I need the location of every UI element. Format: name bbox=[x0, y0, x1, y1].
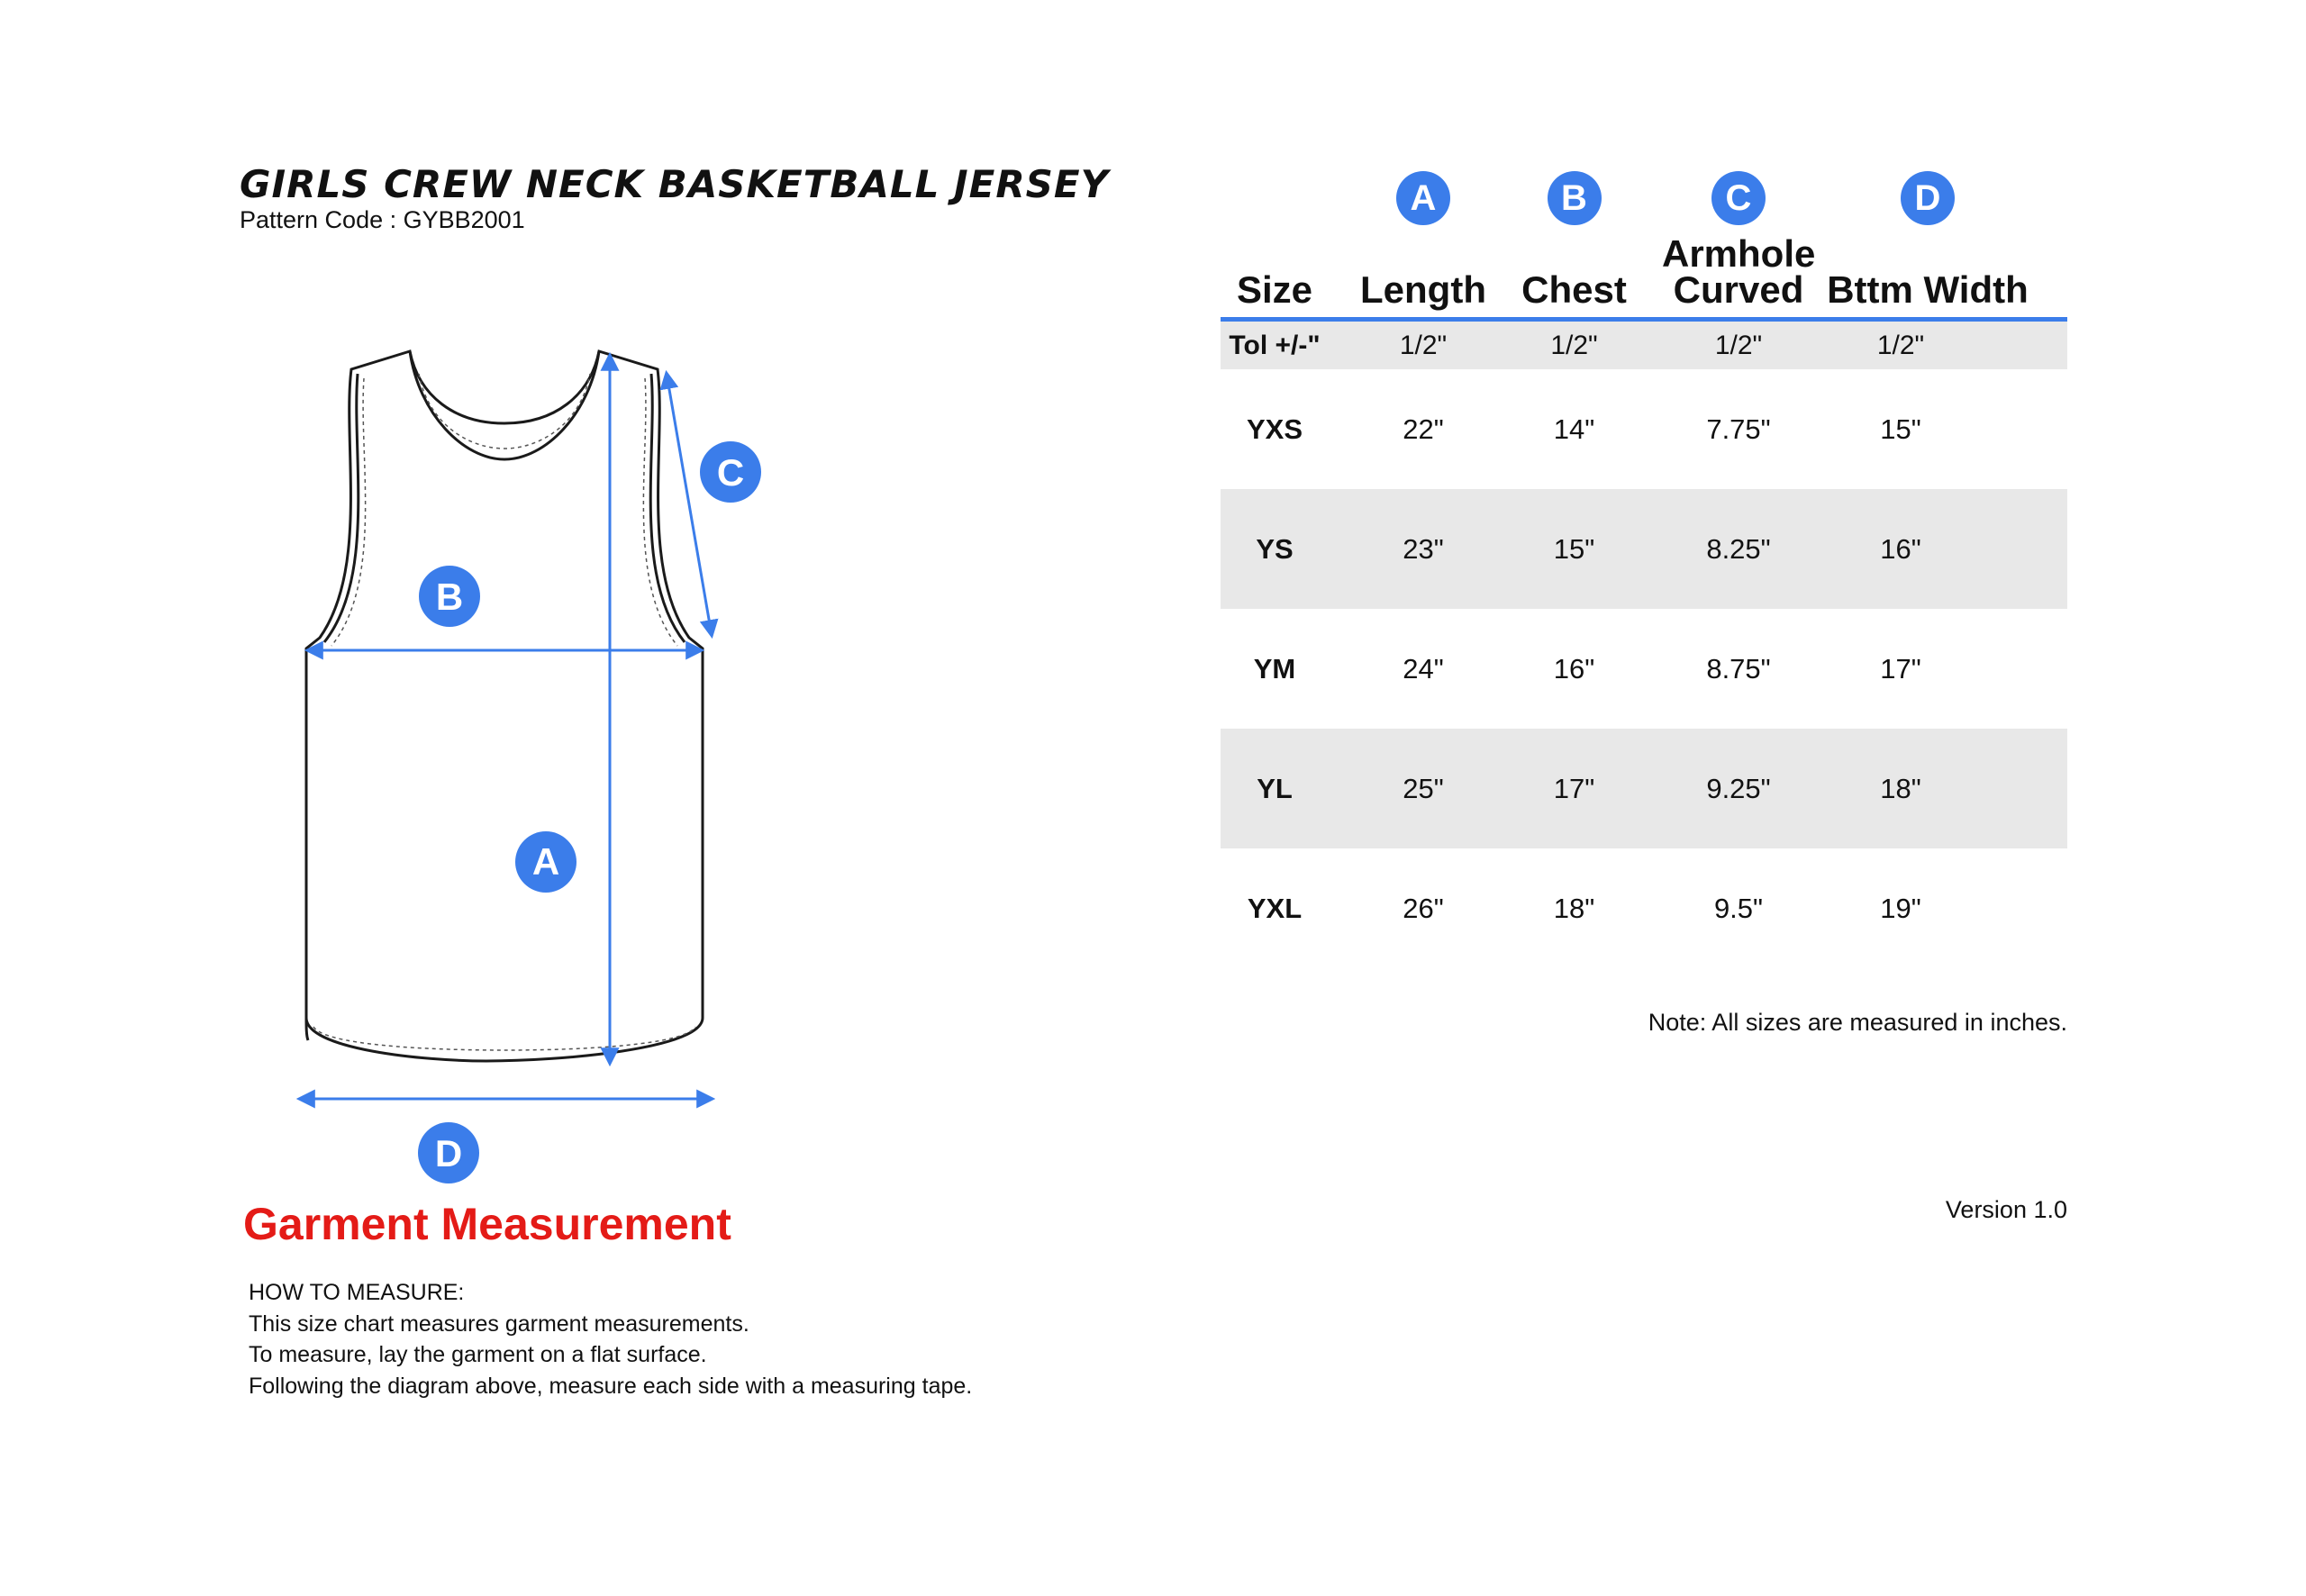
table-cell: 16" bbox=[1553, 652, 1595, 685]
table-cell: 19" bbox=[1880, 892, 1921, 924]
instruction-line: This size chart measures garment measurements. bbox=[249, 1310, 749, 1337]
size-label: YS bbox=[1256, 532, 1294, 565]
label-b: B bbox=[435, 576, 464, 618]
jersey-diagram bbox=[270, 333, 811, 1198]
table-cell: 16" bbox=[1880, 532, 1921, 565]
table-cell: 1/2" bbox=[1399, 330, 1448, 360]
how-to-measure-title: HOW TO MEASURE: bbox=[249, 1280, 465, 1305]
label-c: C bbox=[716, 451, 745, 494]
armhole-measure-line bbox=[667, 374, 712, 635]
tolerance-label: Tol +/-" bbox=[1229, 330, 1321, 360]
instruction-line: To measure, lay the garment on a flat surface. bbox=[249, 1342, 707, 1367]
table-cell: 17" bbox=[1880, 652, 1921, 685]
version-label: Version 1.0 bbox=[1945, 1196, 2067, 1223]
column-header-bottom-width bbox=[1824, 162, 2031, 317]
column-header-chest bbox=[1513, 162, 1635, 317]
badge-b: B bbox=[1548, 171, 1602, 225]
label-a-marker bbox=[515, 831, 576, 893]
badge-d: D bbox=[1901, 171, 1955, 225]
table-cell: 7.75" bbox=[1706, 413, 1771, 445]
how-to-measure bbox=[249, 1277, 972, 1401]
page-title: GIRLS CREW NECK BASKETBALL JERSEY bbox=[240, 162, 1110, 206]
table-cell: 24" bbox=[1403, 652, 1444, 685]
table-cell: 1/2" bbox=[1550, 330, 1598, 360]
table-header bbox=[1221, 162, 2067, 317]
pattern-code: Pattern Code : GYBB2001 bbox=[240, 206, 525, 233]
table-cell: 23" bbox=[1403, 532, 1444, 565]
table-cell: 18" bbox=[1880, 772, 1921, 804]
column-header-size bbox=[1221, 162, 1329, 317]
size-label: YXL bbox=[1247, 892, 1303, 924]
table-cell: 9.5" bbox=[1713, 892, 1764, 924]
label-b-marker bbox=[419, 566, 480, 627]
table-cell: 9.25" bbox=[1706, 772, 1771, 804]
table-cell: 14" bbox=[1553, 413, 1595, 445]
table-cell: 1/2" bbox=[1714, 330, 1763, 360]
column-label: Size bbox=[1236, 268, 1313, 311]
size-chart-table bbox=[1221, 162, 2067, 968]
table-cell: 8.25" bbox=[1706, 532, 1771, 565]
table-cell: 26" bbox=[1403, 892, 1444, 924]
label-c-marker bbox=[700, 441, 761, 503]
column-header-armhole bbox=[1662, 162, 1815, 317]
label-d: D bbox=[434, 1132, 463, 1174]
column-label: Chest bbox=[1521, 268, 1627, 311]
table-cell: 15" bbox=[1880, 413, 1921, 445]
table-cell: 25" bbox=[1403, 772, 1444, 804]
size-label: YL bbox=[1257, 772, 1293, 804]
table-row bbox=[1221, 489, 2067, 609]
measurement-note: Note: All sizes are measured in inches. bbox=[1648, 1009, 2067, 1036]
badge-a: A bbox=[1396, 171, 1450, 225]
table-cell: 18" bbox=[1553, 892, 1595, 924]
table-row bbox=[1221, 609, 2067, 729]
jersey-outline bbox=[306, 351, 703, 1061]
jersey-diagram-svg bbox=[270, 333, 811, 1198]
table-row bbox=[1221, 729, 2067, 848]
column-label: Bttm Width bbox=[1827, 268, 2029, 311]
label-d-marker bbox=[418, 1122, 479, 1183]
table-cell: 1/2" bbox=[1876, 330, 1925, 360]
jersey-stitching bbox=[313, 374, 695, 1050]
size-label: YM bbox=[1253, 652, 1296, 685]
instruction-line: Following the diagram above, measure each side with a measuring tape. bbox=[249, 1373, 973, 1399]
label-a: A bbox=[531, 840, 560, 883]
table-row bbox=[1221, 369, 2067, 489]
badge-c: C bbox=[1711, 171, 1766, 225]
tolerance-row bbox=[1221, 322, 2067, 369]
size-label: YXS bbox=[1246, 413, 1303, 445]
section-heading: Garment Measurement bbox=[243, 1199, 731, 1249]
column-label: Length bbox=[1360, 268, 1486, 311]
table-cell: 15" bbox=[1553, 532, 1595, 565]
column-label: Armhole Curved bbox=[1662, 232, 1816, 311]
table-cell: 22" bbox=[1403, 413, 1444, 445]
table-cell: 17" bbox=[1553, 772, 1595, 804]
table-row bbox=[1221, 848, 2067, 968]
table-cell: 8.75" bbox=[1706, 652, 1771, 685]
column-header-length bbox=[1356, 162, 1491, 317]
